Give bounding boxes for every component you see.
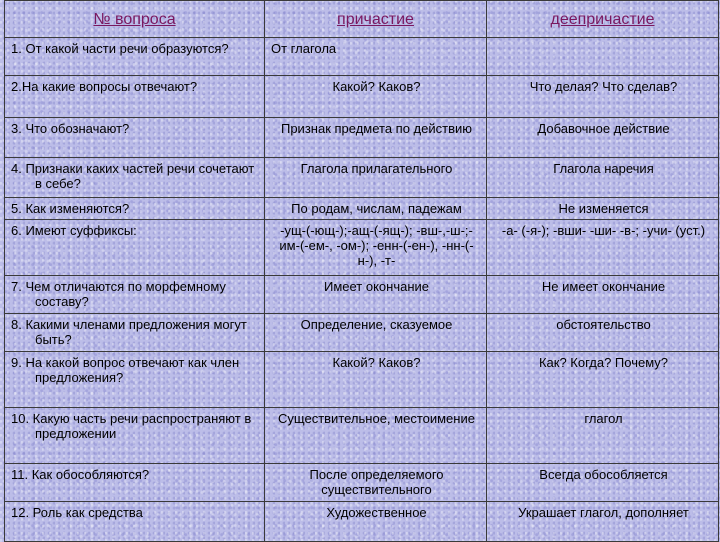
question-cell <box>5 502 265 542</box>
header-participle: причастие <box>265 1 487 38</box>
question-cell <box>5 276 265 314</box>
question-text: 5. Как изменяются? <box>11 201 130 216</box>
table-row <box>5 502 719 542</box>
participle-cell: После определяемого существительного <box>265 464 487 502</box>
question-cell <box>5 76 265 118</box>
comparison-table <box>4 0 719 542</box>
question-text: 11. Как обособляются? <box>11 467 150 482</box>
header-adverbial-participle: деепричастие <box>487 1 719 38</box>
adverbial-participle-cell: Добавочное действие <box>487 118 719 158</box>
table-row <box>5 276 719 314</box>
participle-cell: -ущ-(-ющ-);-ащ-(-ящ-); -вш-,-ш-;-им-(-ем-, -ом-); -енн-(-ен-), -нн-(-н-), -т- <box>265 220 487 276</box>
table-row <box>5 314 719 352</box>
question-text: 12. Роль как средства <box>11 505 143 520</box>
adverbial-participle-cell: Как? Когда? Почему? <box>487 352 719 408</box>
question-text: 10. Какую часть речи распространяют в предложении <box>11 411 252 441</box>
header-question-number: № вопроса <box>5 1 265 38</box>
participle-cell: Глагола прилагательного <box>265 158 487 198</box>
adverbial-participle-cell: обстоятельство <box>487 314 719 352</box>
participle-cell: Существительное, местоимение <box>265 408 487 464</box>
table-row <box>5 118 719 158</box>
participle-cell: От глагола <box>265 38 487 76</box>
question-cell <box>5 464 265 502</box>
participle-cell: Художественное <box>265 502 487 542</box>
question-text: 6. Имеют суффиксы: <box>11 223 137 238</box>
adverbial-participle-cell: глагол <box>487 408 719 464</box>
question-cell <box>5 220 265 276</box>
question-text: 7. Чем отличаются по морфемному составу? <box>11 279 226 309</box>
participle-cell: Какой? Каков? <box>265 352 487 408</box>
question-text: 2.На какие вопросы отвечают? <box>11 79 198 94</box>
question-cell <box>5 408 265 464</box>
participle-cell: Имеет окончание <box>265 276 487 314</box>
adverbial-participle-cell: -а- (-я-); -вши- -ши- -в-; -учи- (уст.) <box>487 220 719 276</box>
question-text: 9. На какой вопрос отвечают как член предложения? <box>11 355 240 385</box>
adverbial-participle-cell: Глагола наречия <box>487 158 719 198</box>
table-row <box>5 220 719 276</box>
question-text: 4. Признаки каких частей речи сочетают в себе? <box>11 161 255 191</box>
table-row <box>5 76 719 118</box>
adverbial-participle-cell: Не изменяется <box>487 198 719 220</box>
question-text: 3. Что обозначают? <box>11 121 130 136</box>
participle-cell: Признак предмета по действию <box>265 118 487 158</box>
table-row <box>5 38 719 76</box>
question-cell <box>5 158 265 198</box>
question-text: 8. Какими членами предложения могут быть? <box>11 317 247 347</box>
question-cell <box>5 198 265 220</box>
table-row <box>5 464 719 502</box>
participle-cell: Какой? Каков? <box>265 76 487 118</box>
adverbial-participle-cell: Всегда обособляется <box>487 464 719 502</box>
adverbial-participle-cell: Что делая? Что сделав? <box>487 76 719 118</box>
table-row <box>5 198 719 220</box>
participle-cell: По родам, числам, падежам <box>265 198 487 220</box>
participle-cell: Определение, сказуемое <box>265 314 487 352</box>
question-text: 1. От какой части речи образуются? <box>11 41 229 56</box>
table-row <box>5 158 719 198</box>
adverbial-participle-cell: Не имеет окончание <box>487 276 719 314</box>
question-cell <box>5 118 265 158</box>
adverbial-participle-cell <box>487 38 719 76</box>
table-row <box>5 352 719 408</box>
question-cell <box>5 352 265 408</box>
table-row <box>5 408 719 464</box>
question-cell <box>5 314 265 352</box>
header-row <box>5 1 719 38</box>
question-cell <box>5 38 265 76</box>
adverbial-participle-cell: Украшает глагол, дополняет <box>487 502 719 542</box>
